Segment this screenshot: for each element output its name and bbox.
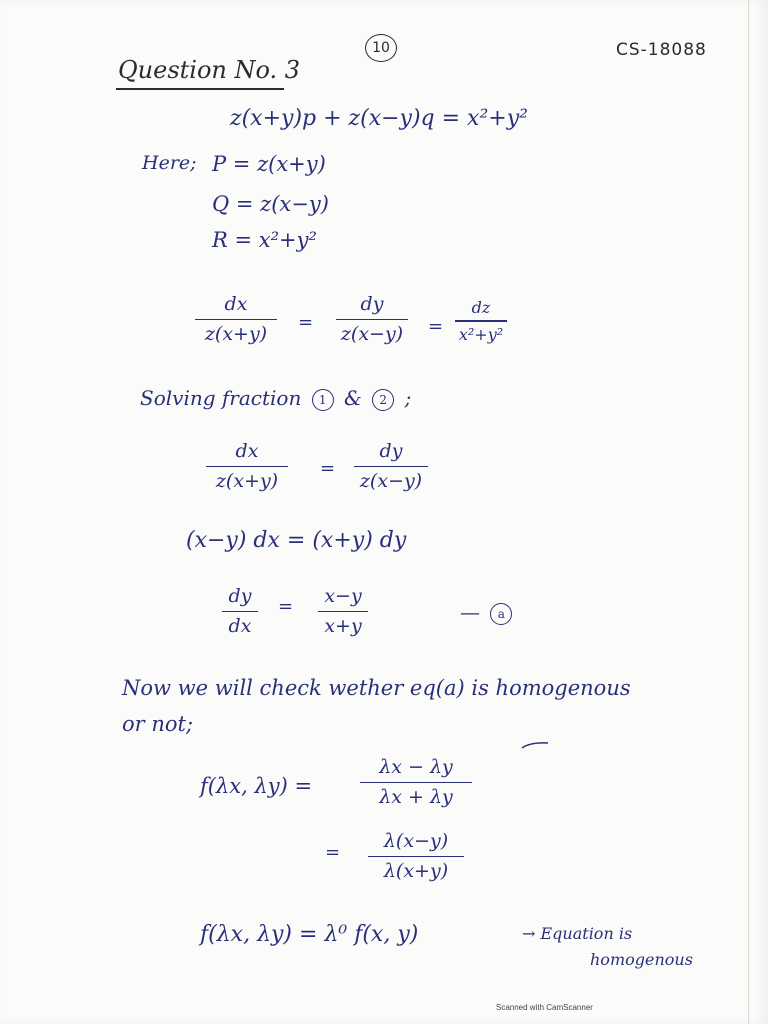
here-label: Here; (142, 152, 197, 174)
question-title: Question No. 3 (118, 56, 301, 84)
homog-final: f(λx, λy) = λ⁰ f(x, y) (200, 922, 419, 947)
fraction-bar (195, 319, 277, 321)
fraction-bar (318, 611, 368, 613)
solving-line (140, 386, 411, 411)
step3-right-num: x−y (324, 585, 362, 607)
check-mark-icon (520, 740, 550, 750)
fraction-bar (354, 466, 428, 468)
aux-fraction-3-num: dz (471, 298, 491, 317)
step3-right-fraction (318, 585, 368, 638)
definition-r: R = x²+y² (212, 228, 317, 252)
step1-left-fraction (206, 440, 288, 493)
step2-equation: (x−y) dx = (x+y) dy (186, 528, 407, 553)
aux-fraction-2-den: z(x−y) (340, 323, 404, 346)
equation-tag (460, 600, 516, 625)
solving-text: Solving fraction (140, 386, 302, 410)
aux-fraction-1-den: z(x+y) (204, 323, 268, 346)
circled-2: 2 (372, 389, 394, 411)
title-underline (116, 88, 284, 90)
definition-p: P = z(x+y) (212, 152, 326, 176)
step1-left-den: z(x+y) (215, 470, 279, 493)
circled-1: 1 (312, 389, 334, 411)
step1-left-num: dx (235, 440, 259, 462)
step3-left-num: dy (228, 585, 252, 607)
equals-sign: = (325, 842, 341, 863)
homog-lhs: f(λx, λy) = (200, 774, 313, 798)
step1-right-den: z(x−y) (359, 470, 423, 493)
equals-sign: = (298, 312, 314, 333)
equals-sign: = (428, 316, 444, 337)
check-text-line2: or not; (122, 712, 194, 736)
equals-sign: = (320, 458, 336, 479)
step1-right-fraction (354, 440, 428, 493)
homog-fraction-2-num: λ(x−y) (383, 830, 449, 852)
circled-a: a (490, 603, 512, 625)
roll-number: CS-18088 (616, 40, 707, 60)
scanner-watermark: Scanned with CamScanner (496, 1003, 593, 1012)
fraction-bar (336, 319, 408, 321)
fraction-bar (206, 466, 288, 468)
fraction-bar (368, 856, 464, 858)
page-number-text: 10 (372, 40, 390, 56)
aux-fraction-3 (455, 298, 507, 344)
check-text-line1: Now we will check wether eq(a) is homogenous (122, 676, 631, 700)
ampersand: & (344, 386, 362, 410)
step3-left-den: dx (228, 615, 252, 638)
step3-left-fraction (222, 585, 258, 638)
homog-fraction-2-den: λ(x+y) (383, 860, 449, 883)
homog-fraction-2 (368, 830, 464, 883)
semicolon: ; (404, 386, 412, 410)
aux-fraction-1 (195, 293, 277, 346)
fraction-bar (222, 611, 258, 613)
conclusion-line1: → Equation is (522, 924, 633, 943)
step1-right-num: dy (379, 440, 403, 462)
definition-q: Q = z(x−y) (212, 192, 329, 216)
main-equation: z(x+y)p + z(x−y)q = x²+y² (230, 106, 528, 131)
conclusion-line2: homogenous (590, 950, 693, 969)
tag-dash: — (460, 600, 480, 624)
fraction-bar (455, 320, 507, 322)
aux-fraction-2-num: dy (360, 293, 384, 315)
homog-fraction-1 (360, 756, 472, 809)
equals-sign: = (278, 596, 294, 617)
page-number (365, 34, 397, 62)
aux-fraction-1-num: dx (224, 293, 248, 315)
aux-fraction-3-den: x²+y² (458, 324, 504, 344)
margin-line (748, 0, 749, 1024)
homog-fraction-1-den: λx + λy (379, 786, 453, 809)
fraction-bar (360, 782, 472, 784)
aux-fraction-2 (336, 293, 408, 346)
homog-fraction-1-num: λx − λy (379, 756, 453, 778)
step3-right-den: x+y (324, 615, 362, 638)
